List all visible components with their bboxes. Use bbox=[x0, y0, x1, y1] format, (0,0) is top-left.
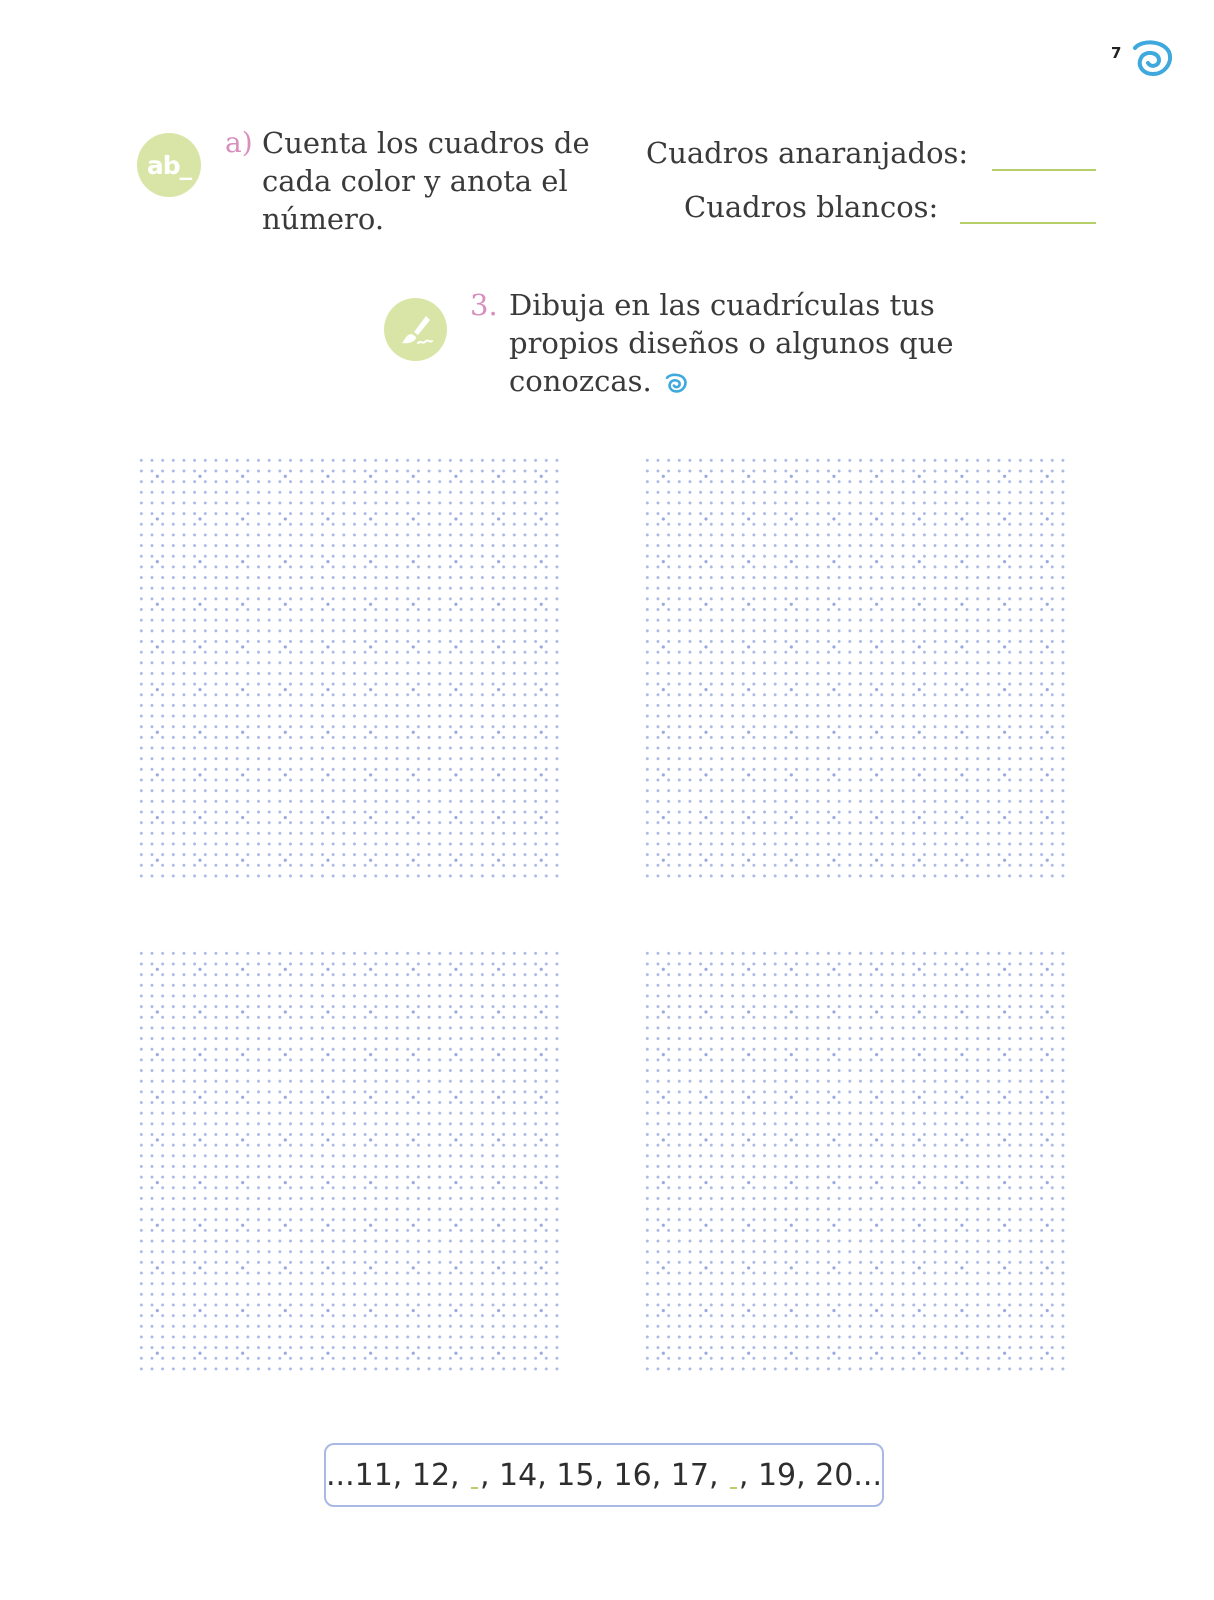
sequence-part-1: ...11, 12, bbox=[326, 1457, 470, 1493]
badge-text: ab_ bbox=[146, 150, 192, 180]
sequence-part-3: , 19, 20... bbox=[738, 1457, 882, 1493]
dot-grid-3[interactable] bbox=[136, 948, 566, 1378]
answer-white-label: Cuadros blancos: bbox=[684, 190, 939, 224]
instruction-3-text: Dibuja en las cuadrículas tus propios diseños o algunos que conozcas. bbox=[509, 288, 954, 398]
number-sequence-box bbox=[324, 1443, 884, 1507]
sequence-blank-18[interactable] bbox=[730, 1485, 737, 1489]
swirl-icon bbox=[1131, 38, 1173, 78]
swirl-icon bbox=[665, 372, 687, 394]
dot-grid-2[interactable] bbox=[642, 455, 1072, 885]
brush-icon bbox=[384, 298, 447, 361]
page-number: 7 bbox=[1111, 44, 1122, 62]
answer-orange-label: Cuadros anaranjados: bbox=[646, 136, 969, 170]
brush-glyph bbox=[396, 310, 436, 350]
item-marker: a) bbox=[225, 126, 253, 159]
sequence-part-2: , 14, 15, 16, 17, bbox=[479, 1457, 729, 1493]
answer-white-field[interactable] bbox=[960, 222, 1096, 224]
instruction-a: Cuenta los cuadros de cada color y anota el número. bbox=[262, 126, 590, 236]
ab-badge-icon bbox=[137, 133, 201, 197]
item-number: 3. bbox=[470, 288, 498, 322]
instruction-3 bbox=[509, 286, 1009, 400]
dot-grid-1[interactable] bbox=[136, 455, 566, 885]
dot-grid-4[interactable] bbox=[642, 948, 1072, 1378]
sequence-blank-13[interactable] bbox=[471, 1485, 478, 1489]
answer-orange-field[interactable] bbox=[992, 169, 1096, 171]
